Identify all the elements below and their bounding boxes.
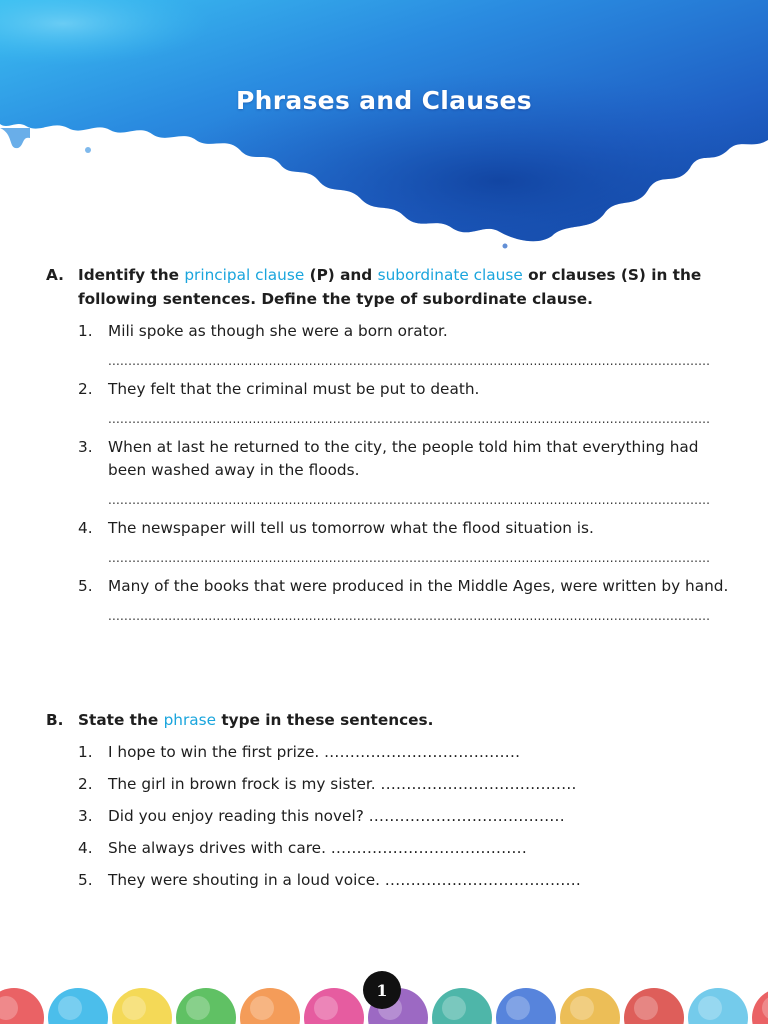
answer-line[interactable]: ...................................................................................................................................................... bbox=[108, 551, 711, 565]
instruction-text: (P) and bbox=[304, 266, 378, 284]
question-number: 1. bbox=[78, 743, 93, 761]
question-a3 bbox=[78, 436, 736, 482]
question-text: They were shouting in a loud voice. bbox=[108, 871, 381, 889]
answer-line[interactable]: ...................................................................................................................................................... bbox=[108, 412, 711, 426]
watercolor-dot-highlight bbox=[250, 996, 274, 1020]
exercise-b-letter: B. bbox=[46, 711, 64, 729]
question-b3 bbox=[78, 805, 736, 828]
watercolor-dot-highlight bbox=[186, 996, 210, 1020]
watercolor-dot-highlight bbox=[442, 996, 466, 1020]
exercise-a-letter: A. bbox=[46, 266, 64, 284]
question-number: 1. bbox=[78, 322, 93, 340]
question-number: 5. bbox=[78, 871, 93, 889]
principal-clause-highlight: principal clause bbox=[184, 266, 305, 284]
page-number: 1 bbox=[363, 971, 401, 1009]
question-b4 bbox=[78, 837, 736, 860]
question-number: 4. bbox=[78, 839, 93, 857]
answer-blank[interactable]: ...................................... bbox=[380, 775, 577, 793]
question-text: When at last he returned to the city, the people told him that everything had been washed away in the floods. bbox=[108, 438, 699, 479]
exercise-a-instruction bbox=[46, 263, 736, 311]
instruction-text: or clauses (S) in the following sentences. Define the type of subordinate clause. bbox=[78, 266, 702, 308]
subordinate-clause-highlight: subordinate clause bbox=[377, 266, 523, 284]
watercolor-dot-highlight bbox=[314, 996, 338, 1020]
answer-line[interactable]: ...................................................................................................................................................... bbox=[108, 609, 711, 623]
watercolor-dot-highlight bbox=[698, 996, 722, 1020]
question-text: They felt that the criminal must be put to death. bbox=[108, 380, 480, 398]
watercolor-dot-highlight bbox=[122, 996, 146, 1020]
exercise-b bbox=[46, 708, 736, 892]
question-text: The girl in brown frock is my sister. bbox=[108, 775, 376, 793]
instruction-text: type in these sentences. bbox=[216, 711, 434, 729]
question-text: Did you enjoy reading this novel? bbox=[108, 807, 364, 825]
question-text: She always drives with care. bbox=[108, 839, 326, 857]
watercolor-header-art bbox=[0, 0, 768, 250]
watercolor-dot-highlight bbox=[570, 996, 594, 1020]
question-a2 bbox=[78, 378, 736, 401]
question-number: 5. bbox=[78, 577, 93, 595]
instruction-text: Identify the bbox=[78, 266, 185, 284]
watercolor-dot-highlight bbox=[58, 996, 82, 1020]
answer-line[interactable]: ...................................................................................................................................................... bbox=[108, 354, 711, 368]
page-title: Phrases and Clauses bbox=[235, 86, 532, 115]
question-text: I hope to win the first prize. bbox=[108, 743, 320, 761]
instruction-text: State the bbox=[78, 711, 164, 729]
watercolor-dot-highlight bbox=[634, 996, 658, 1020]
question-b5 bbox=[78, 869, 736, 892]
exercise-b-instruction bbox=[46, 708, 736, 732]
answer-blank[interactable]: ...................................... bbox=[324, 743, 521, 761]
question-text: Mili spoke as though she were a born orator. bbox=[108, 322, 448, 340]
question-a1 bbox=[78, 320, 736, 343]
question-number: 3. bbox=[78, 807, 93, 825]
question-text: Many of the books that were produced in the Middle Ages, were written by hand. bbox=[108, 577, 729, 595]
question-number: 4. bbox=[78, 519, 93, 537]
exercise-a bbox=[46, 263, 736, 624]
question-number: 2. bbox=[78, 775, 93, 793]
answer-line[interactable]: ...................................................................................................................................................... bbox=[108, 493, 711, 507]
question-a5 bbox=[78, 575, 736, 598]
question-text: The newspaper will tell us tomorrow what the flood situation is. bbox=[108, 519, 594, 537]
phrase-highlight: phrase bbox=[163, 711, 217, 729]
answer-blank[interactable]: ...................................... bbox=[330, 839, 528, 857]
question-b1 bbox=[78, 741, 736, 764]
question-number: 3. bbox=[78, 438, 93, 456]
question-number: 2. bbox=[78, 380, 93, 398]
answer-blank[interactable]: ...................................... bbox=[368, 807, 565, 825]
watercolor-dot-highlight bbox=[506, 996, 530, 1020]
question-a4 bbox=[78, 517, 736, 540]
answer-blank[interactable]: ...................................... bbox=[384, 871, 582, 889]
question-b2 bbox=[78, 773, 736, 796]
